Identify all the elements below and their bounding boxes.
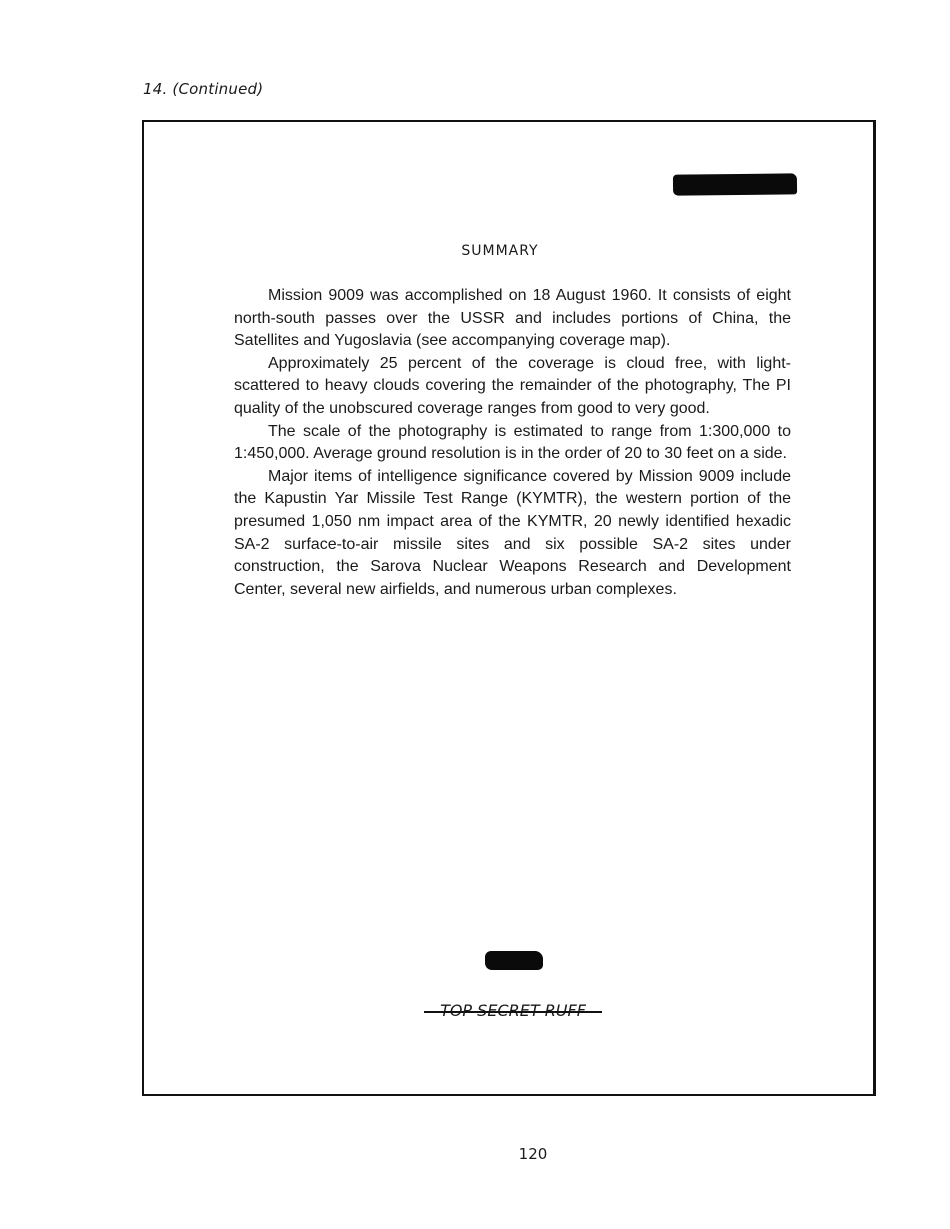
summary-paragraph-4: Major items of intelligence significance covered by Mission 9009 include the Kapustin Yar Missile Test Range (KYMTR), the western portion of the presumed 1,050 nm impact area of the KYMTR, 20 newly identified hexadic SA-2 surface-to-air missile sites and six possible SA-2 sites under construction, the Sarova Nuclear Weapons Research and Development Center, several new airfields, and numerous urban complexes. <box>234 467 791 598</box>
summary-paragraph-1: Mission 9009 was accomplished on 18 August 1960. It consists of eight north-south passes over the USSR and includes portions of China, the Satellites and Yugoslavia (see accompanying coverage map). <box>234 287 791 350</box>
redaction-block-top <box>673 173 797 195</box>
summary-paragraph-2: Approximately 25 percent of the coverage is cloud free, with light-scattered to heavy clouds covering the remainder of the photography, The PI quality of the unobscured coverage ranges from good to very good. <box>234 354 791 417</box>
page-number: 120 <box>518 1145 548 1163</box>
section-header: 14. (Continued) <box>143 80 264 98</box>
summary-title: SUMMARY <box>461 243 539 259</box>
redaction-block-bottom <box>485 951 543 970</box>
document-frame <box>142 120 876 1096</box>
classification-strikethrough <box>424 1011 602 1013</box>
summary-paragraph-3: The scale of the photography is estimated to range from 1:300,000 to 1:450,000. Average ground resolution is in the order of 20 to 30 feet on a side. <box>234 422 791 463</box>
summary-body <box>234 285 791 601</box>
